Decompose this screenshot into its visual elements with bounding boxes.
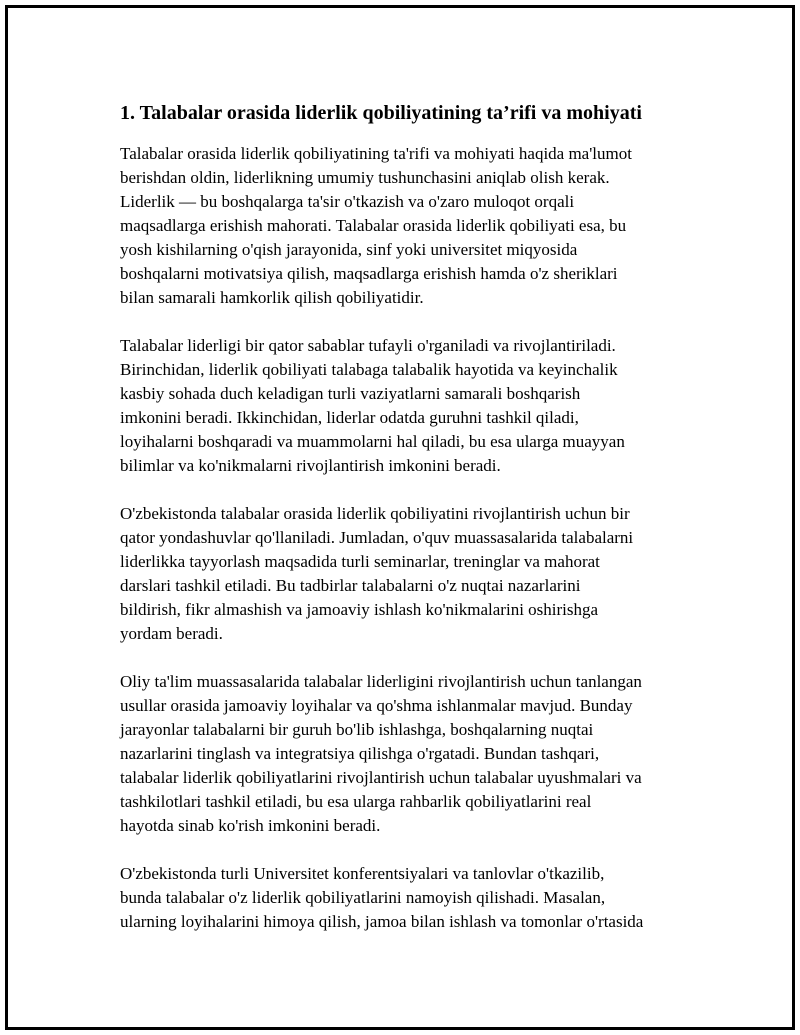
paragraph	[120, 862, 700, 934]
section-heading: 1. Talabalar orasida liderlik qobiliyatining ta’rifi va mohiyati	[120, 102, 642, 124]
paragraph	[120, 502, 700, 646]
text-line: imkonini beradi. Ikkinchidan, liderlar odatda guruhni tashkil qiladi,	[120, 408, 579, 427]
text-line: O'zbekistonda turli Universitet konferentsiyalari va tanlovlar o'tkazilib,	[120, 864, 605, 883]
text-line: bilan samarali hamkorlik qilish qobiliyatidir.	[120, 288, 424, 307]
text-line: hayotda sinab ko'rish imkonini beradi.	[120, 816, 381, 835]
document-content	[120, 100, 700, 958]
text-line: qator yondashuvlar qo'llaniladi. Jumladan, o'quv muassasalarida talabalarni	[120, 528, 634, 547]
text-line: yosh kishilarning o'qish jarayonida, sinf yoki universitet miqyosida	[120, 240, 578, 259]
text-line: boshqalarni motivatsiya qilish, maqsadlarga erishish hamda o'z sheriklari	[120, 264, 618, 283]
paragraph	[120, 142, 700, 310]
paragraph	[120, 334, 700, 478]
text-line: yordam beradi.	[120, 624, 223, 643]
text-line: liderlikka tayyorlash maqsadida turli seminarlar, treninglar va mahorat	[120, 552, 600, 571]
text-line: bunda talabalar o'z liderlik qobiliyatlarini namoyish qilishadi. Masalan,	[120, 888, 606, 907]
text-line: Talabalar orasida liderlik qobiliyatining ta'rifi va mohiyati haqida ma'lumot	[120, 144, 632, 163]
text-line: bildirish, fikr almashish va jamoaviy ishlash ko'nikmalarini oshirishga	[120, 600, 599, 619]
text-line: Talabalar liderligi bir qator sabablar tufayli o'rganiladi va rivojlantiriladi.	[120, 336, 616, 355]
text-line: bilimlar va ko'nikmalarni rivojlantirish imkonini beradi.	[120, 456, 501, 475]
text-line: kasbiy sohada duch keladigan turli vaziyatlarni samarali boshqarish	[120, 384, 581, 403]
text-line: usullar orasida jamoaviy loyihalar va qo'shma ishlanmalar mavjud. Bunday	[120, 696, 633, 715]
text-line: nazarlarini tinglash va integratsiya qilishga o'rgatadi. Bundan tashqari,	[120, 744, 600, 763]
text-line: jarayonlar talabalarni bir guruh bo'lib ishlashga, boshqalarning nuqtai	[120, 720, 594, 739]
text-line: ularning loyihalarini himoya qilish, jamoa bilan ishlash va tomonlar o'rtasida	[120, 912, 644, 931]
text-line: tashkilotlari tashkil etiladi, bu esa ularga rahbarlik qobiliyatlarini real	[120, 792, 592, 811]
paragraph	[120, 670, 700, 838]
text-line: O'zbekistonda talabalar orasida liderlik qobiliyatini rivojlantirish uchun bir	[120, 504, 630, 523]
text-line: darslari tashkil etiladi. Bu tadbirlar talabalarni o'z nuqtai nazarlarini	[120, 576, 581, 595]
text-line: talabalar liderlik qobiliyatlarini rivojlantirish uchun talabalar uyushmalari va	[120, 768, 642, 787]
text-line: loyihalarni boshqaradi va muammolarni hal qiladi, bu esa ularga muayyan	[120, 432, 625, 451]
text-line: Oliy ta'lim muassasalarida talabalar liderligini rivojlantirish uchun tanlangan	[120, 672, 642, 691]
text-line: berishdan oldin, liderlikning umumiy tushunchasini aniqlab olish kerak.	[120, 168, 610, 187]
document-page	[5, 5, 795, 1030]
text-line: Birinchidan, liderlik qobiliyati talabaga talabalik hayotida va keyinchalik	[120, 360, 618, 379]
text-line: Liderlik — bu boshqalarga ta'sir o'tkazish va o'zaro muloqot orqali	[120, 192, 575, 211]
text-line: maqsadlarga erishish mahorati. Talabalar orasida liderlik qobiliyati esa, bu	[120, 216, 627, 235]
